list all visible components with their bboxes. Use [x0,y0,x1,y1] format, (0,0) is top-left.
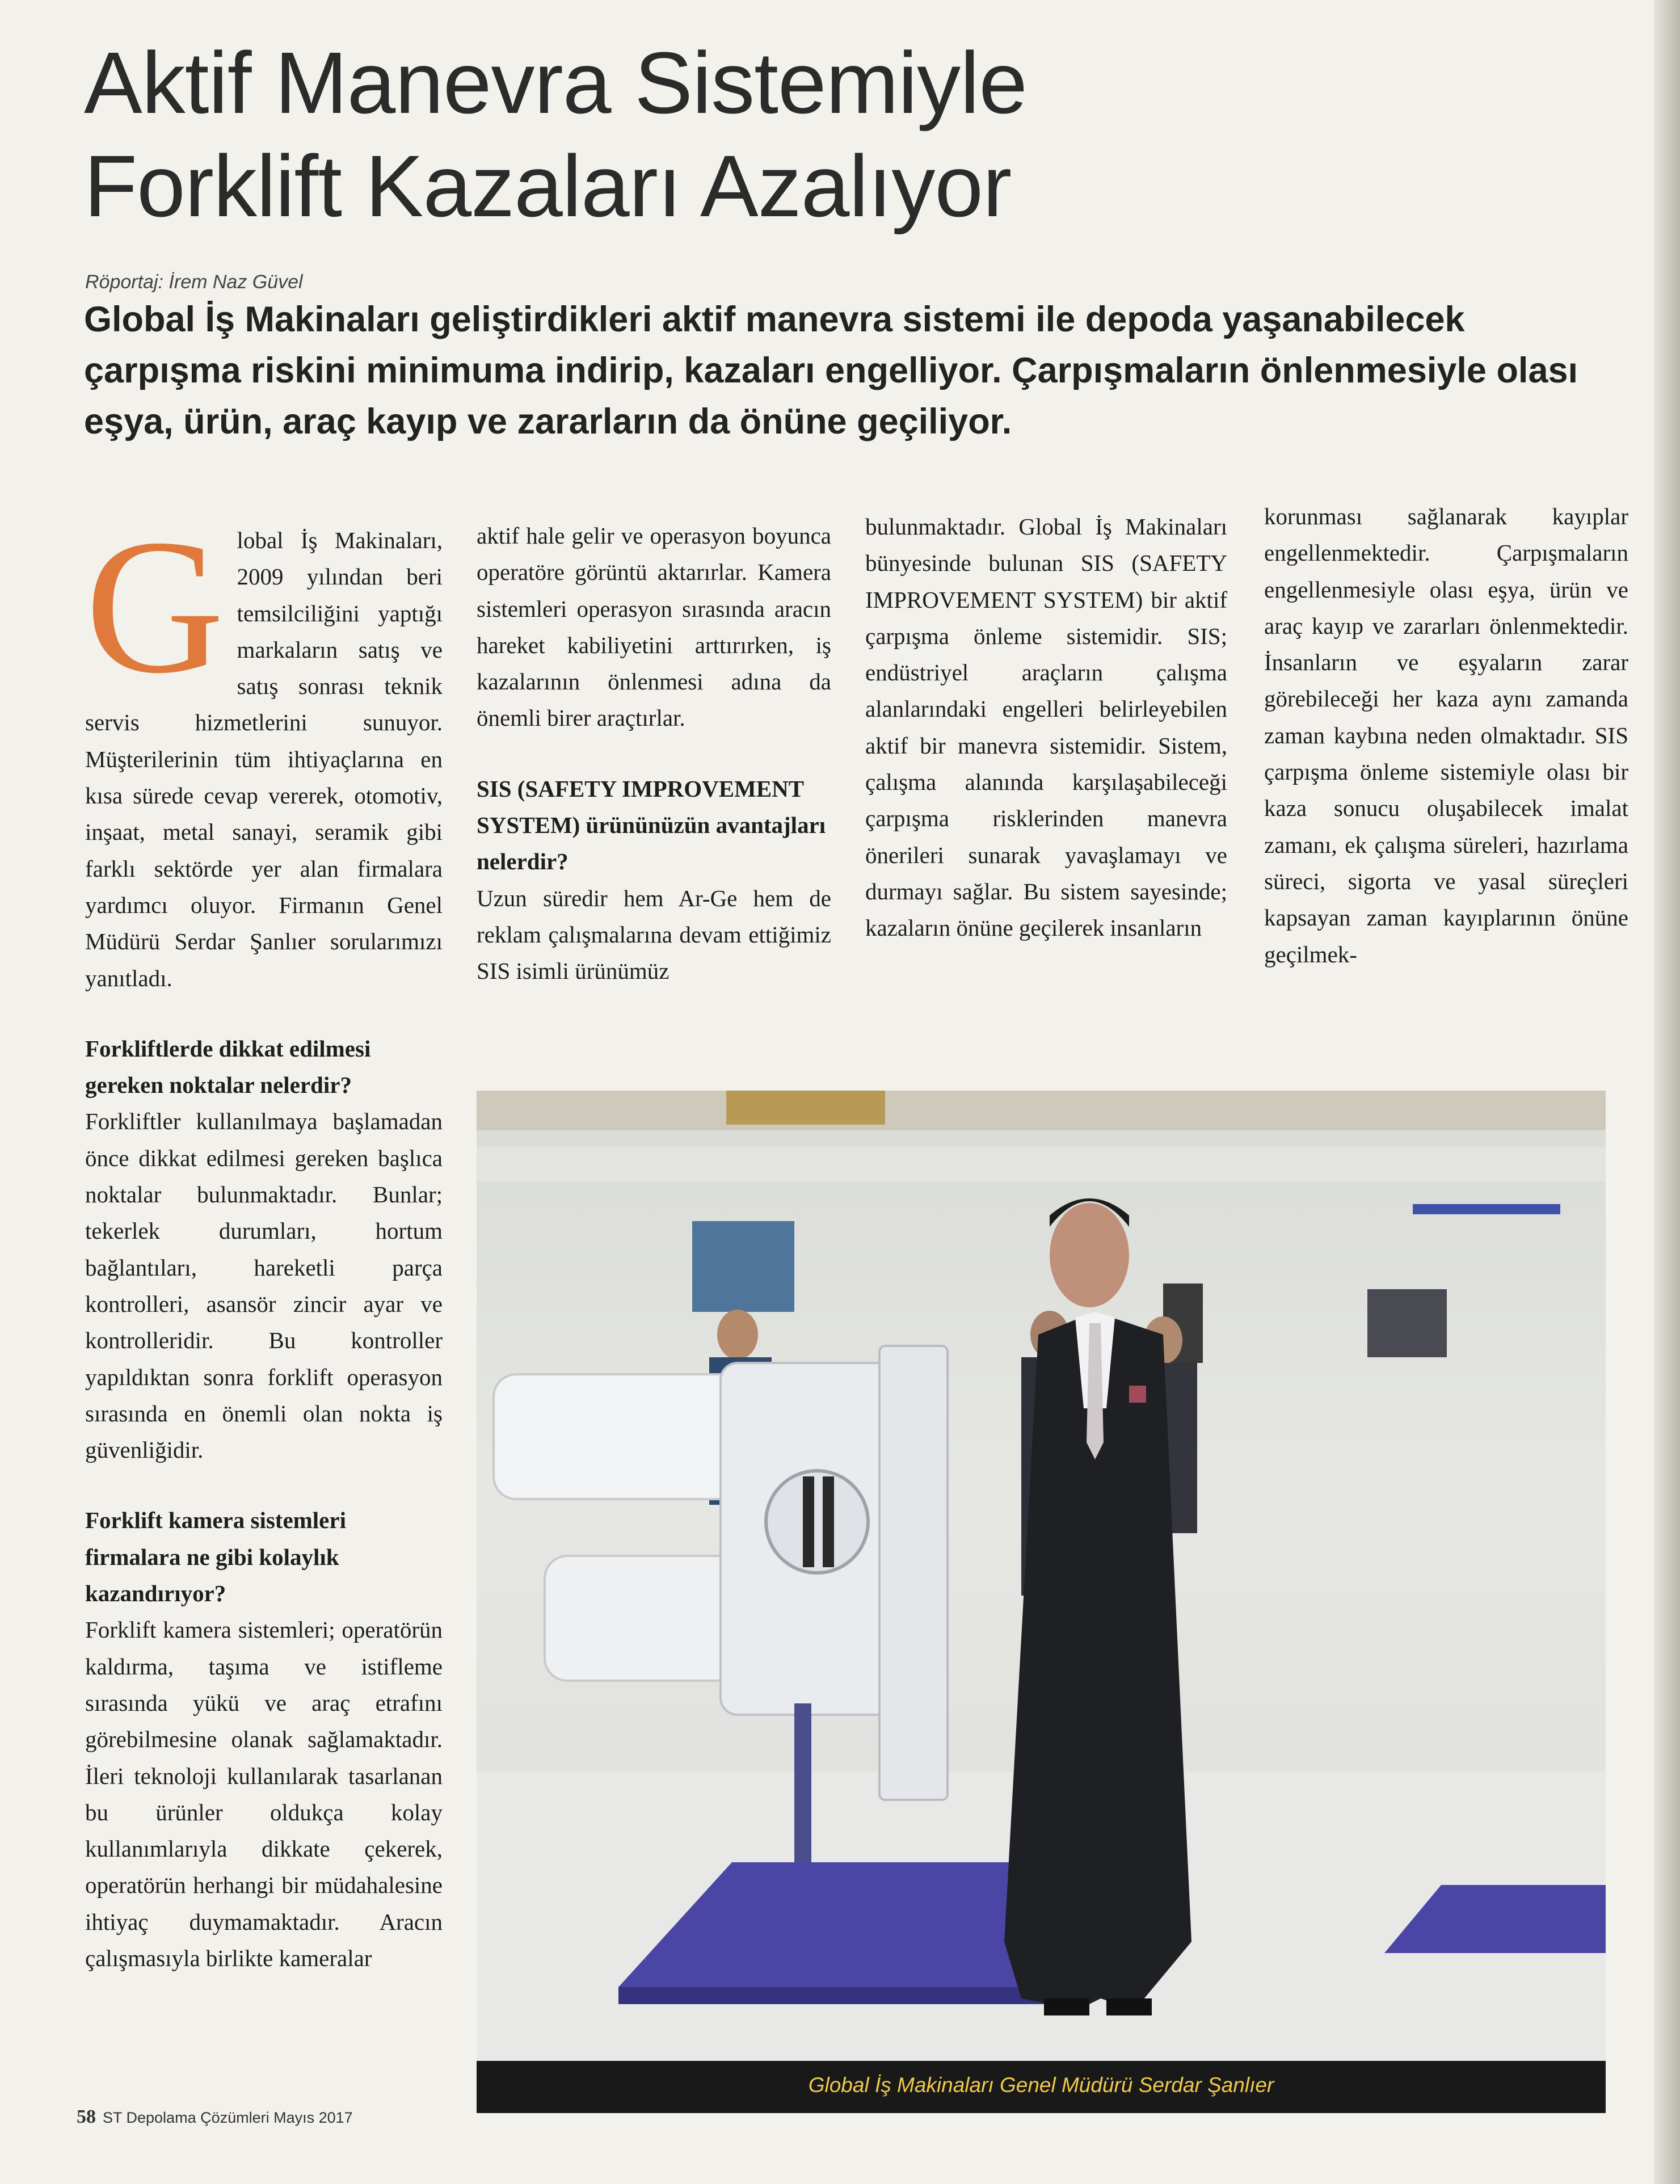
question-2: Forklift kamera sistemleri firmalara ne gibi kolaylık kazandırıyor? [85,1507,346,1607]
title-line-1: Aktif Manevra Sistemiyle [84,34,1027,132]
article-title [84,31,1446,238]
answer-3-continued: bulunmaktadır. Global İş Makinaları bünyesinde bulunan SIS (SAFETY IMPROVEMENT SYSTEM) bir aktif çarpışma önleme sistemidir. SIS; endüstriyel araçların çalışma alanlarındaki engelleri belirleyebilen aktif bir manevra sistemidir. Sistem, çalışma alanında karşılaşabileceği çarpışma risklerinden manevra önerileri sunarak yavaşlamayı ve durmayı sağlar. Bu sistem sayesinde; kazaların önüne geçilerek insanların [865,514,1227,941]
drop-cap: G [85,499,225,713]
byline-author: İrem Naz Güvel [169,271,303,293]
article-photo [477,1091,1606,2113]
answer-2-continued: aktif hale gelir ve operasyon boyunca operatöre görüntü aktarırlar. Kamera sistemleri operasyon sırasında aracın hareket kabiliyetini arttırırken, iş kazalarının önlenmesi adına da önemli birer araçtırlar. [477,523,831,731]
question-1: Forkliftlerde dikkat edilmesi gereken noktalar nelerdir? [85,1035,371,1099]
title-line-2: Forklift Kazaları Azalıyor [84,137,1012,235]
caption-bar [477,2061,1606,2113]
column-3 [865,508,1227,946]
answer-1: Forkliftler kullanılmaya başlamadan önce dikkat edilmesi gereken başlıca noktalar bulunmaktadır. Bunlar; tekerlek durumları, hortum bağlantıları, hareketli parça kontrolleri, asansör zincir ayar ve kontrolleridir. Bu kontroller yapıldıktan sonra forklift operasyon sırasında en önemli olan nokta iş güvenliğidir. [85,1108,443,1463]
page-footer [77,2106,353,2128]
answer-3-end: korunması sağlanarak kayıplar engellenmektedir. Çarpışmaların engellenmesiyle olası eşya, ürün ve araç kayıp ve zararları önlenmektedir. İnsanların ve eşyaların zarar görebileceği her kaza aynı zamanda zaman kaybına neden olmaktadır. SIS çarpışma önleme sistemiyle olası bir kaza sonucu oluşabilecek imalat zamanı, ek çalışma süreleri, hazırlama süreci, sigorta ve yasal süreçleri kapsayan zaman kayıplarının önüne geçilmek- [1264,503,1628,967]
column-1 [85,499,443,1976]
page-number: 58 [77,2106,96,2127]
answer-2: Forklift kamera sistemleri; operatörün kaldırma, taşıma ve istifleme sırasında yükü ve araç etrafını görebilmesine olanak sağlamaktadır. İleri teknoloji kullanılarak tasarlanan bu ürünler oldukça kolay kullanımlarıyla dikkate çekerek, operatörün herhangi bir müdahalesine ihtiyaç duymamaktadır. Aracın çalışmasıyla birlikte kameralar [85,1617,443,1971]
answer-3: Uzun süredir hem Ar-Ge hem de reklam çalışmalarına devam ettiğimiz SIS isimli ürünümüz [477,885,831,984]
byline-label: Röportaj: [85,271,163,293]
byline [85,271,303,293]
publication-name: ST Depolama Çözümleri Mayıs 2017 [103,2109,353,2126]
question-3: SIS (SAFETY IMPROVEMENT SYSTEM) ürününüzün avantajları nelerdir? [477,775,826,875]
photo-illustration [477,1091,1606,2113]
intro-text: lobal İş Makinaları, 2009 yılından beri temsilciliğini yaptığı markaların satış ve satış sonrası teknik servis hizmetlerini sunuyor. Müşterilerinin tüm ihtiyaçlarına en kısa sürede cevap vererek, otomotiv, inşaat, metal sanayi, seramik gibi farklı sektörde yer alan firmalara yardımcı oluyor. Firmanın Genel Müdürü Serdar Şanlıer sorularımızı yanıtladı. [85,527,443,991]
lead-paragraph: Global İş Makinaları geliştirdikleri aktif manevra sistemi ile depoda yaşanabilecek çarpışma riskini minimuma indirip, kazaları engelliyor. Çarpışmaların önlenmesiyle olası eşya, ürün, araç kayıp ve zararların da önüne geçiliyor. [84,300,1578,441]
column-2 [477,517,831,990]
photo-caption: Global İş Makinaları Genel Müdürü Serdar Şanlıer [808,2073,1274,2097]
intro-paragraph [85,499,443,996]
page-edge-shadow [1654,0,1680,2184]
column-4 [1264,498,1628,973]
